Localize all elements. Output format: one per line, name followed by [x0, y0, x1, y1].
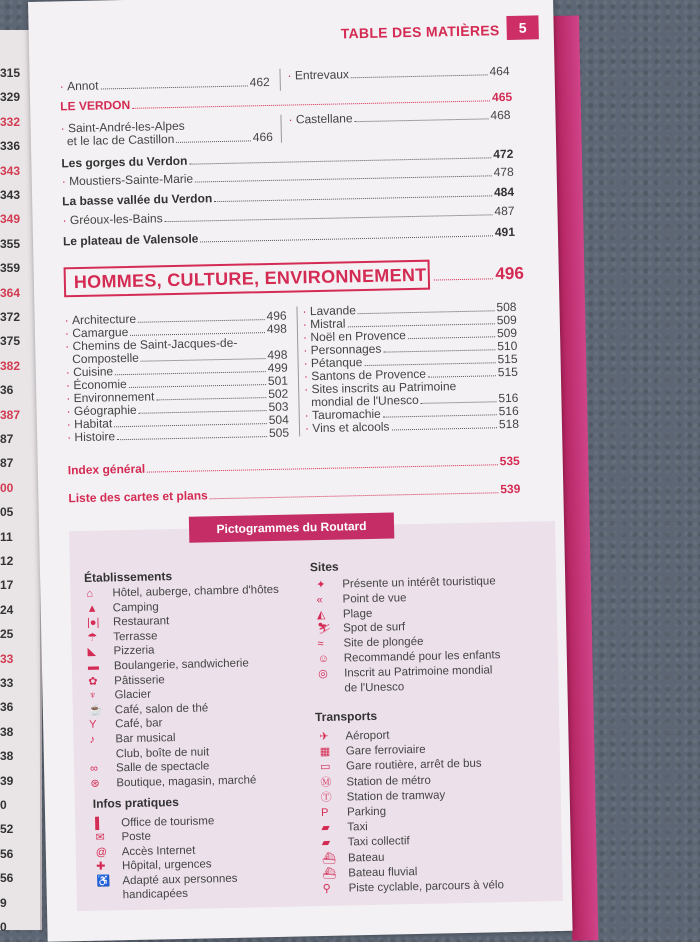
entry-page: 466 — [252, 129, 274, 145]
entry-label: Noël en Provence — [310, 328, 406, 345]
picto-label: Club, boîte de nuit — [115, 745, 210, 760]
picto-item — [318, 663, 493, 681]
show-icon: ∞ — [89, 762, 99, 776]
entry-label: Cuisine — [72, 364, 114, 380]
entry-page: 539 — [500, 481, 521, 497]
tourism-office-icon: ▌ — [95, 817, 104, 830]
entry-label: Chemins de Saint-Jacques-de- — [72, 335, 238, 354]
entry-page: 516 — [498, 390, 519, 406]
picto-label: Plage — [342, 607, 373, 621]
left-page-number: 315 — [0, 66, 21, 80]
left-page-number: 33 — [0, 676, 14, 690]
beach-icon: ◭ — [316, 608, 326, 621]
picto-item — [90, 773, 256, 790]
toc-entry-castellane: · Castellane 468 — [288, 107, 511, 127]
left-page-number: 12 — [0, 554, 14, 568]
entry-page: 502 — [268, 386, 289, 402]
left-page-number: 9 — [0, 895, 7, 910]
toc-entry: · Santons de Provence 515 — [303, 364, 518, 384]
entry-label: Mistral — [310, 316, 346, 332]
boat-icon: ⛴ — [321, 852, 337, 865]
section-label: LE VERDON — [60, 97, 131, 114]
picto-section-sites: Sites — [309, 559, 339, 575]
toc-entry: · Noël en Provence 509 — [302, 325, 518, 345]
shared-taxi-icon: ▰ — [321, 837, 331, 850]
toc-page — [28, 0, 573, 942]
picto-item — [322, 878, 504, 896]
picto-item — [320, 743, 426, 759]
picto-label: Camping — [112, 600, 159, 614]
picto-item — [88, 657, 249, 674]
left-page-number: 17 — [0, 578, 14, 593]
left-page-number: 39 — [0, 773, 14, 788]
toc-entry: · Économie 501 — [65, 373, 289, 393]
picto-label: Spot de surf — [343, 621, 406, 635]
picto-item — [95, 814, 214, 830]
entry-page: 510 — [497, 338, 518, 354]
parking-icon: P — [320, 806, 329, 820]
music-icon: ♪ — [89, 733, 96, 746]
picto-label: Café, salon de thé — [114, 702, 209, 717]
picto-item — [87, 629, 157, 644]
left-page-number: 364 — [0, 285, 21, 300]
picto-label: Hôtel, auberge, chambre d'hôtes — [112, 583, 279, 600]
picto-item — [87, 600, 159, 616]
page-number: 5 — [506, 15, 538, 40]
entry-label: Vins et alcools — [312, 419, 390, 436]
shop-icon: ⊛ — [90, 777, 100, 790]
entry-label: Moustiers-Sainte-Marie — [68, 171, 194, 189]
toc-entry-entrevaux: · Entrevaux 464 — [287, 63, 510, 83]
section-page-hce — [434, 264, 524, 286]
picto-item — [87, 614, 170, 630]
icecream-icon: ♆ — [88, 689, 97, 703]
picto-label: Gare ferroviaire — [345, 744, 426, 758]
picto-label: Inscrit au Patrimoine mondial — [344, 664, 493, 680]
club-icon — [90, 747, 116, 762]
page-header-title: TABLE DES MATIÈRES — [340, 22, 500, 42]
left-page-number: 359 — [0, 261, 21, 276]
picto-label: Poste — [121, 831, 152, 844]
entry-label: et le lac de Castillon — [66, 131, 175, 149]
entry-page: 509 — [496, 312, 517, 328]
viewpoint-icon: « — [316, 593, 323, 606]
left-page-number: 375 — [0, 334, 21, 349]
entry-page: 472 — [493, 146, 514, 162]
picto-item — [317, 635, 423, 651]
restaurant-icon: |●| — [86, 616, 100, 630]
left-page-number: 05 — [0, 505, 14, 520]
left-page-number: 343 — [0, 188, 21, 202]
taxi-icon: ▰ — [321, 822, 330, 835]
entry-label: Saint-André-les-Alpes — [67, 118, 185, 136]
left-page-number: 372 — [0, 310, 21, 324]
picto-label: Taxi — [347, 821, 368, 834]
picto-label: Bateau — [347, 851, 385, 865]
picto-label: Pâtisserie — [114, 673, 165, 687]
picto-item — [88, 688, 151, 703]
picto-label: Parking — [346, 805, 387, 819]
toc-entry: · Lavande 508 — [302, 299, 517, 319]
left-page-number: 387 — [0, 407, 21, 422]
picto-item — [316, 574, 496, 592]
picto-icon-blank — [97, 888, 123, 903]
accessibility-icon: ♿ — [96, 875, 111, 888]
toc-entry-st-andre-line2 — [67, 130, 273, 148]
picto-item — [89, 717, 163, 733]
picto-label: Restaurant — [112, 615, 170, 629]
left-page-number: 00 — [0, 480, 14, 495]
toc-entry-plateau — [63, 225, 515, 248]
left-page-number: 38 — [0, 724, 14, 739]
entry-label: Index général — [67, 461, 146, 478]
picto-item — [88, 673, 165, 689]
left-page-number: 52 — [0, 822, 14, 837]
entry-page: 515 — [497, 364, 518, 380]
picto-item — [316, 591, 406, 607]
entry-label: Les gorges du Verdon — [61, 153, 188, 171]
left-page-number: 332 — [0, 114, 21, 129]
diving-icon: ≈ — [317, 638, 324, 651]
entry-label: Sites inscrits au Patrimoine — [311, 379, 457, 397]
picto-item — [95, 830, 151, 845]
picto-item — [322, 835, 410, 851]
picto-item — [318, 680, 404, 696]
toc-entry-st-andre-line1: · Saint-André-les-Alpes — [60, 118, 185, 136]
picto-label: Aéroport — [345, 729, 390, 743]
picto-item — [86, 583, 279, 601]
picto-section-infos: Infos pratiques — [92, 795, 179, 811]
entry-label: Tauromachie — [311, 406, 381, 423]
entry-label: Castellane — [295, 111, 353, 127]
picto-section-etablissements: Établissements — [83, 569, 173, 585]
entry-page: 478 — [493, 164, 514, 180]
toc-entry: · Vins et alcools 518 — [304, 416, 520, 436]
entry-label: mondial de l'Unesco — [310, 392, 419, 410]
entry-page: 462 — [249, 74, 270, 90]
picto-label: Présente un intérêt touristique — [342, 575, 496, 591]
toc-entry: · Géographie 503 — [66, 399, 289, 419]
train-icon: ▦ — [319, 746, 331, 759]
picto-item — [96, 843, 196, 859]
pastry-icon: ✿ — [88, 675, 98, 688]
left-page-number: 33 — [0, 651, 14, 666]
left-page-number: 36 — [0, 700, 14, 715]
entry-page: 491 — [494, 224, 516, 240]
tea-icon: ☕ — [88, 704, 103, 717]
entry-page: 484 — [493, 184, 515, 200]
entry-label: Histoire — [74, 429, 116, 445]
toc-entry: · Pétanque 515 — [303, 351, 518, 371]
picto-item — [317, 621, 405, 637]
picto-label: Taxi collectif — [347, 835, 410, 849]
picto-label: Point de vue — [342, 592, 407, 606]
toc-entry-annot: · Annot 462 — [59, 74, 270, 94]
left-page-number: 25 — [0, 627, 14, 642]
picto-label: Office de tourisme — [121, 815, 215, 830]
picto-label: Gare routière, arrêt de bus — [345, 758, 482, 773]
picto-label: Salle de spectacle — [115, 760, 210, 775]
entry-page: 496 — [266, 308, 287, 324]
entry-page: 503 — [268, 399, 289, 415]
toc-entry: · Environnement 502 — [66, 386, 289, 406]
picto-label: Station de métro — [346, 774, 431, 789]
toc-entry-moustiers: · Moustiers-Sainte-Marie 478 — [61, 164, 514, 189]
picto-item — [320, 757, 482, 774]
entry-page: 498 — [267, 347, 288, 363]
left-page-number: 382 — [0, 358, 21, 373]
entry-page: 508 — [496, 299, 517, 315]
left-page-number: 36 — [0, 383, 14, 398]
entry-page: 515 — [497, 351, 518, 367]
toc-entry: · Histoire 505 — [66, 425, 290, 445]
picto-item — [97, 887, 189, 903]
hotel-icon: ⌂ — [86, 587, 94, 600]
entry-label: Habitat — [74, 416, 113, 432]
camping-icon: ▲ — [86, 602, 98, 615]
entry-page: 509 — [496, 325, 518, 341]
left-page-number: 0 — [0, 920, 7, 934]
picto-label: Boutique, magasin, marché — [116, 774, 257, 790]
entry-label: La basse vallée du Verdon — [62, 191, 213, 209]
bar-icon: Y — [89, 719, 97, 732]
picto-item — [89, 731, 175, 747]
entry-label: Liste des cartes et plans — [68, 488, 208, 506]
pizza-icon: ◣ — [87, 646, 97, 659]
entry-page: 501 — [267, 373, 289, 389]
left-page-number: 87 — [0, 456, 14, 471]
entry-page: 468 — [490, 107, 511, 123]
entry-page: 464 — [489, 63, 510, 79]
left-page-number: 87 — [0, 432, 14, 446]
picto-item — [322, 850, 385, 865]
picto-label: Adapté aux personnes — [122, 872, 238, 887]
entry-label: Le plateau de Valensole — [62, 231, 199, 249]
entry-page: 518 — [498, 416, 520, 432]
picto-label: Boulangerie, sandwicherie — [113, 657, 249, 673]
picto-item — [321, 805, 386, 820]
toc-entry: · Architecture 496 — [64, 308, 287, 328]
internet-icon: @ — [95, 846, 108, 859]
interest-icon: ✦ — [316, 578, 326, 592]
entry-page: 499 — [267, 360, 288, 376]
picto-label: Piste cyclable, parcours à vélo — [348, 879, 505, 895]
picto-label: Glacier — [114, 688, 152, 702]
picto-item — [319, 729, 389, 744]
section-title-hce: HOMMES, CULTURE, ENVIRONNEMENT — [64, 260, 431, 298]
picto-label: Pizzeria — [113, 644, 155, 658]
picto-item — [321, 788, 446, 805]
section-page: 465 — [491, 89, 513, 105]
left-page-number: 38 — [0, 749, 14, 764]
left-page-number: 343 — [0, 163, 21, 178]
bus-icon: ▭ — [319, 761, 331, 774]
section-page: 496 — [495, 263, 524, 284]
column-divider — [280, 115, 282, 143]
picto-item — [317, 607, 373, 622]
terrace-icon: ☂ — [87, 631, 98, 644]
picto-section-transports: Transports — [314, 708, 378, 725]
left-page-number: 329 — [0, 90, 21, 105]
entry-page: 487 — [494, 203, 515, 219]
toc-entry: · Camargue 498 — [64, 321, 288, 341]
toc-entry: · Mistral 509 — [302, 312, 517, 332]
pictograms-title: Pictogrammes du Routard — [189, 512, 394, 542]
entry-label: Compostelle — [72, 350, 139, 367]
picto-label: Café, bar — [115, 717, 163, 731]
picto-item — [322, 865, 417, 881]
left-page-number: 24 — [0, 602, 14, 617]
picto-label: Site de plongée — [343, 636, 424, 650]
entry-label: Pétanque — [310, 355, 363, 371]
entry-label: Santons de Provence — [311, 366, 427, 384]
left-page-number: 0 — [0, 798, 7, 812]
unesco-icon: ◎ — [318, 667, 328, 680]
left-page-number: 349 — [0, 212, 21, 227]
picto-item — [96, 871, 237, 888]
toc-entry: · Habitat 504 — [66, 412, 289, 432]
column-divider — [296, 306, 300, 436]
toc-entry: · Chemins de Saint-Jacques-de- — [65, 335, 238, 354]
entry-page: 498 — [266, 321, 288, 337]
pictograms-box — [69, 521, 563, 911]
left-page-number: 56 — [0, 846, 14, 861]
picto-label: Terrasse — [113, 630, 158, 644]
toc-entry: · Tauromachie 516 — [304, 403, 519, 423]
picto-item — [87, 644, 154, 659]
entry-label: Camargue — [72, 324, 129, 341]
entry-page: 505 — [268, 425, 290, 441]
tram-icon: Ⓣ — [320, 791, 332, 804]
toc-entry: · Personnages 510 — [303, 338, 518, 358]
picto-label: Bar musical — [115, 732, 176, 746]
toc-entry-greoux: · Gréoux-les-Bains 487 — [62, 203, 515, 228]
entry-label: Gréoux-les-Bains — [69, 211, 163, 228]
metro-icon: Ⓜ — [320, 776, 332, 789]
toc-entry: · Cuisine 499 — [65, 360, 288, 380]
picto-label: Station de tramway — [346, 789, 446, 804]
picto-icon-blank — [318, 681, 344, 696]
entry-label: Entrevaux — [294, 67, 350, 83]
picto-label: Accès Internet — [121, 844, 196, 859]
left-page-number: 56 — [0, 871, 14, 886]
entry-page: 504 — [268, 412, 289, 428]
picto-label: handicapées — [122, 887, 189, 902]
bread-icon: ▬ — [87, 660, 100, 673]
kids-icon: ☺ — [317, 652, 330, 666]
entry-label: Environnement — [73, 389, 155, 406]
entry-page: 535 — [499, 453, 520, 469]
airport-icon: ✈ — [319, 730, 329, 744]
hospital-icon: ✚ — [96, 860, 106, 873]
picto-label: Hôpital, urgences — [121, 858, 212, 873]
entry-label: Économie — [73, 377, 127, 393]
toc-entry-index — [68, 454, 520, 477]
left-page-number: 11 — [0, 529, 13, 544]
entry-label: Annot — [66, 78, 99, 94]
entry-page: 516 — [498, 403, 519, 419]
column-divider — [279, 69, 280, 91]
picto-item — [320, 773, 431, 789]
picto-item — [89, 701, 209, 717]
entry-label: Lavande — [309, 303, 357, 319]
river-boat-icon: ⛴ — [322, 867, 337, 880]
entry-label: Géographie — [73, 402, 137, 419]
left-page-number: 336 — [0, 139, 21, 154]
picto-label: Bateau fluvial — [348, 865, 418, 880]
post-icon: ✉ — [95, 831, 105, 845]
picto-item — [321, 820, 368, 835]
toc-entry: · Sites inscrits au Patrimoine — [304, 379, 457, 397]
bike-icon: ⚲ — [322, 882, 331, 896]
picto-label: de l'Unesco — [344, 680, 405, 695]
picto-label: Recommandé pour les enfants — [343, 649, 501, 665]
surf-icon: ⛷ — [317, 623, 332, 636]
toc-entry-cartes — [68, 482, 520, 505]
left-page-number: 355 — [0, 236, 21, 251]
entry-label: Architecture — [71, 311, 137, 328]
entry-label: Personnages — [310, 341, 382, 358]
